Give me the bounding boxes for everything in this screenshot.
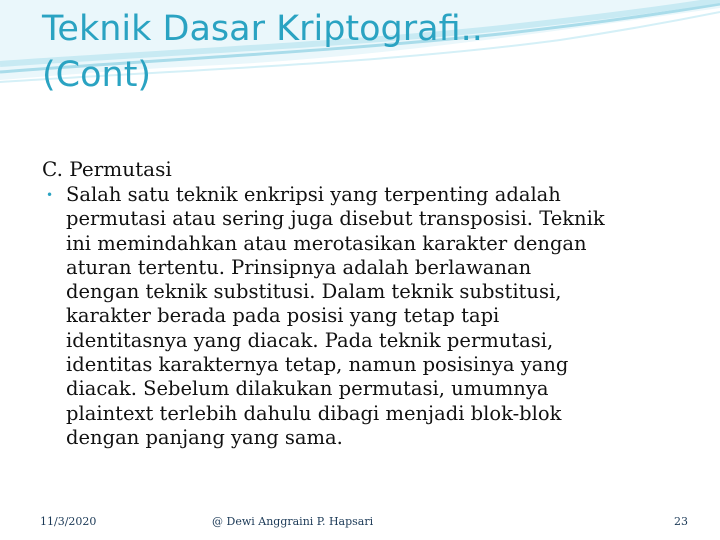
bullet-line: karakter berada pada posisi yang tetap tapi [66,304,500,328]
bullet-line: identitasnya yang diacak. Pada teknik permutasi, [66,328,554,352]
title-line-2: (Cont) [42,55,152,95]
bullet-line: Salah satu teknik enkripsi yang terpenting adalah [66,183,561,206]
bullet-line: identitas karakternya tetap, namun posisinya yang [66,353,569,377]
bullet-line: ini memindahkan atau merotasikan karakter dengan [66,231,587,255]
bullet-line: diacak. Sebelum dilakukan permutasi, umumnya [66,377,549,401]
bullet-text [66,183,702,450]
bullet-item [42,183,702,450]
page-number: 23 [674,515,688,528]
title-line-1: Teknik Dasar Kriptografi.. [42,9,483,49]
footer-date: 11/3/2020 [40,515,97,528]
bullet-line: permutasi atau sering juga disebut transposisi. Teknik [66,207,605,231]
slide-content [42,156,702,450]
bullet-dot-icon: • [46,188,54,202]
bullet-line: aturan tertentu. Prinsipnya adalah berlawanan [66,255,532,279]
slide-title [42,6,702,98]
footer-author: @ Dewi Anggraini P. Hapsari [212,515,374,528]
bullet-line: plaintext terlebih dahulu dibagi menjadi blok-blok [66,401,562,425]
bullet-line: dengan teknik substitusi. Dalam teknik substitusi, [66,280,562,304]
bullet-line: dengan panjang yang sama. [66,425,343,449]
section-heading: C. Permutasi [42,157,172,181]
